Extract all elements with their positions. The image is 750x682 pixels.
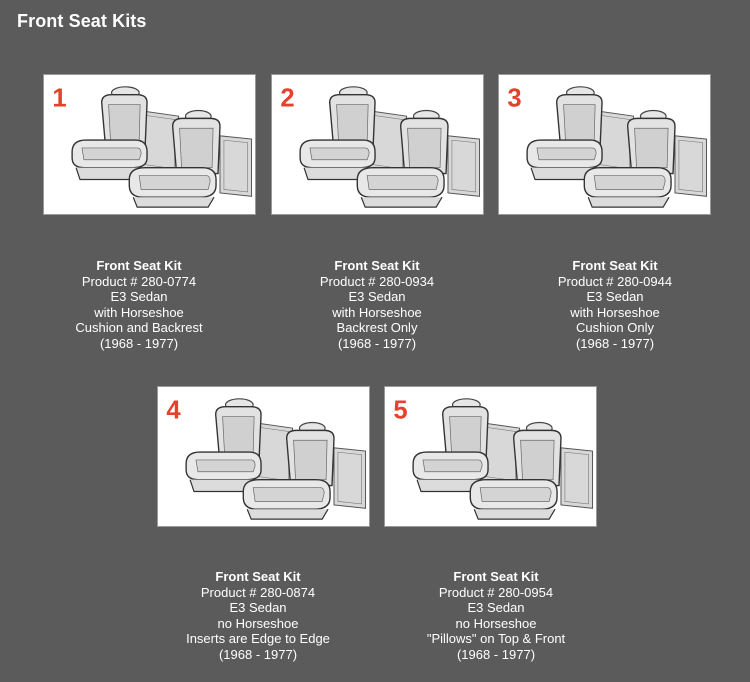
kit-years: (1968 - 1977) bbox=[337, 335, 417, 351]
kit-detail: Cushion Only bbox=[575, 320, 655, 336]
kit-product: Product # 280-0944 bbox=[557, 273, 673, 289]
seat-illustration bbox=[44, 75, 255, 214]
kit-model: E3 Sedan bbox=[586, 289, 644, 305]
seat-illustration bbox=[272, 75, 483, 214]
kit-title[interactable]: Front Seat Kit bbox=[572, 258, 658, 273]
kit-1-image[interactable] bbox=[43, 74, 256, 215]
kit-3-image[interactable] bbox=[498, 74, 711, 215]
kit-2-image[interactable] bbox=[271, 74, 484, 215]
kit-years: (1968 - 1977) bbox=[456, 646, 536, 662]
kit-title[interactable]: Front Seat Kit bbox=[334, 258, 420, 273]
kit-5-image[interactable] bbox=[384, 386, 597, 527]
kit-horseshoe: with Horseshoe bbox=[332, 304, 422, 320]
kit-product: Product # 280-0934 bbox=[319, 273, 435, 289]
kit-model: E3 Sedan bbox=[229, 600, 287, 616]
kit-1-caption bbox=[29, 258, 249, 352]
seat-illustration bbox=[499, 75, 710, 214]
kit-number-label: 2 bbox=[280, 84, 295, 113]
kit-model: E3 Sedan bbox=[467, 600, 525, 616]
kit-title[interactable]: Front Seat Kit bbox=[453, 569, 539, 584]
kit-2-caption bbox=[267, 258, 487, 352]
kit-number-label: 3 bbox=[507, 84, 522, 113]
kit-detail: Backrest Only bbox=[336, 320, 418, 336]
kit-model: E3 Sedan bbox=[348, 289, 406, 305]
kit-years: (1968 - 1977) bbox=[218, 646, 298, 662]
kit-number-label: 1 bbox=[52, 84, 67, 113]
kit-4-image[interactable] bbox=[157, 386, 370, 527]
seat-illustration bbox=[385, 387, 596, 526]
kit-product: Product # 280-0954 bbox=[438, 584, 554, 600]
kit-model: E3 Sedan bbox=[110, 289, 168, 305]
kit-detail: "Pillows" on Top & Front bbox=[426, 631, 566, 647]
kit-3-caption bbox=[505, 258, 725, 352]
kit-5-caption bbox=[386, 569, 606, 663]
kit-years: (1968 - 1977) bbox=[99, 335, 179, 351]
seat-illustration bbox=[158, 387, 369, 526]
kit-horseshoe: no Horseshoe bbox=[217, 615, 299, 631]
kit-product: Product # 280-0874 bbox=[200, 584, 316, 600]
kit-years: (1968 - 1977) bbox=[575, 335, 655, 351]
kit-4-caption bbox=[148, 569, 368, 663]
kit-product: Product # 280-0774 bbox=[81, 273, 197, 289]
kit-title[interactable]: Front Seat Kit bbox=[215, 569, 301, 584]
page-title: Front Seat Kits bbox=[17, 11, 147, 31]
kit-title[interactable]: Front Seat Kit bbox=[96, 258, 182, 273]
kit-number-label: 5 bbox=[393, 396, 408, 425]
kit-horseshoe: with Horseshoe bbox=[94, 304, 184, 320]
kit-horseshoe: with Horseshoe bbox=[570, 304, 660, 320]
kit-number-label: 4 bbox=[166, 396, 181, 425]
kit-detail: Cushion and Backrest bbox=[75, 320, 203, 336]
kit-detail: Inserts are Edge to Edge bbox=[186, 631, 330, 647]
kit-horseshoe: no Horseshoe bbox=[455, 615, 537, 631]
